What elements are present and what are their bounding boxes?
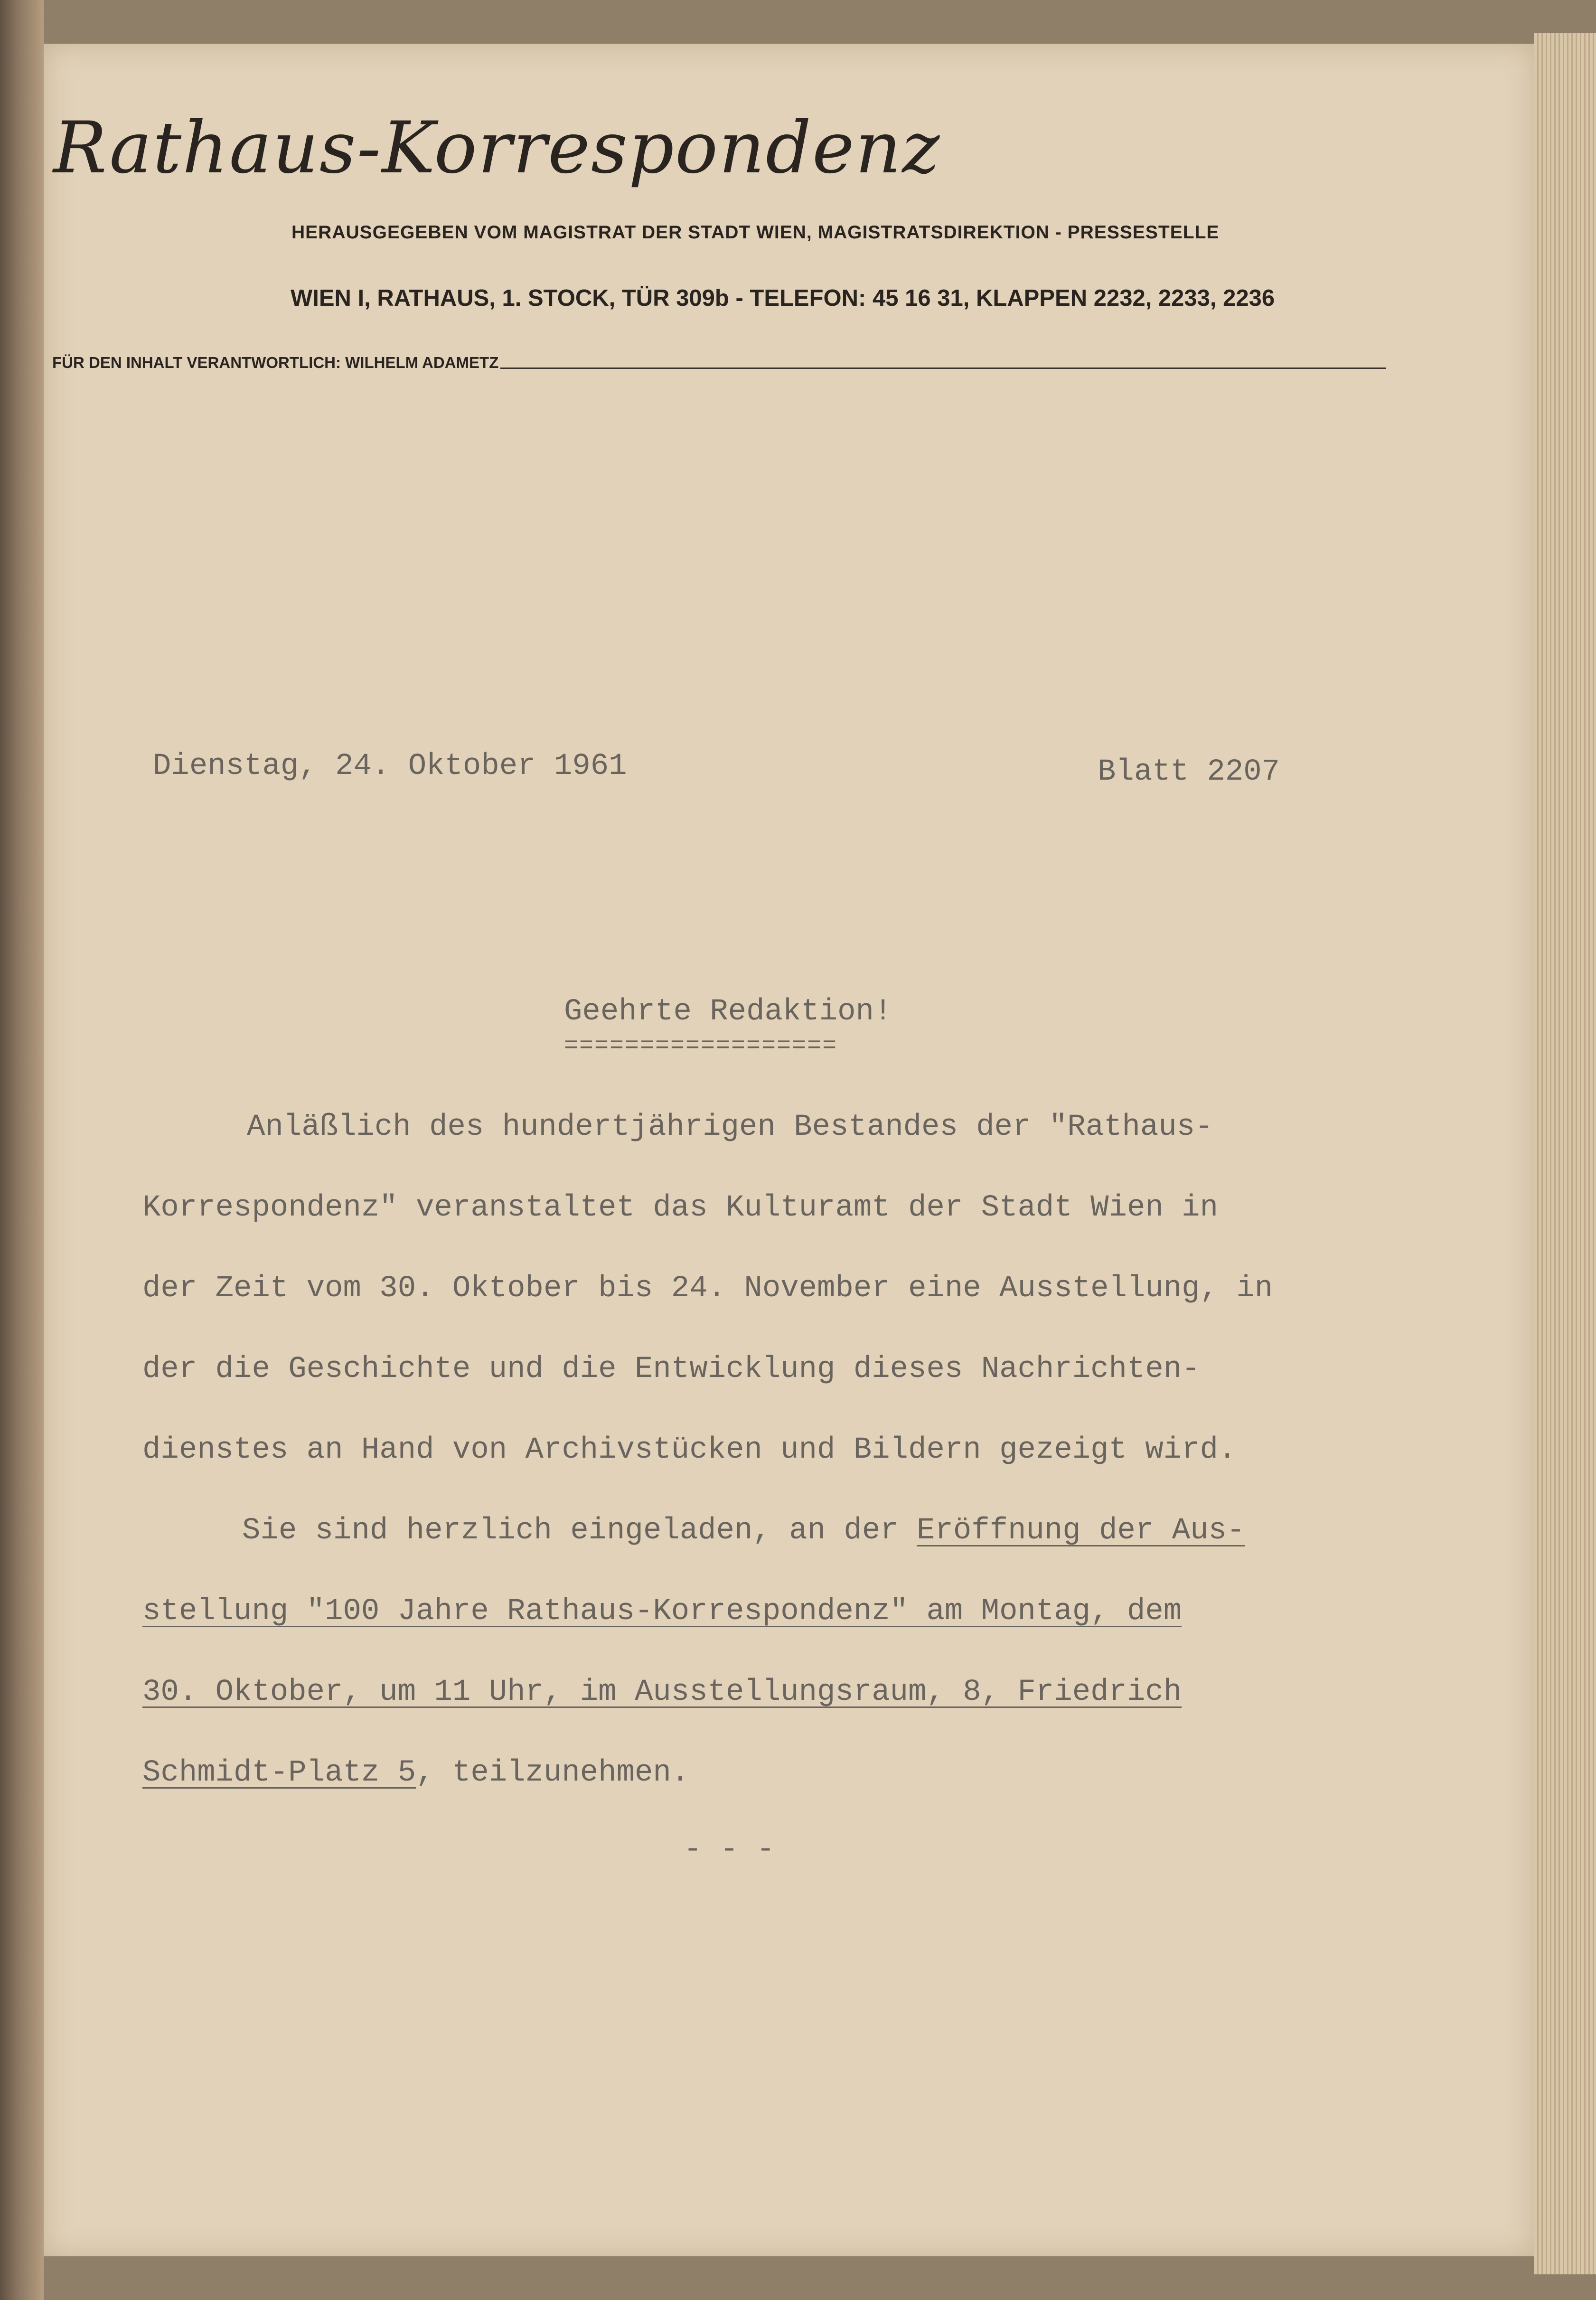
responsible-row: [52, 354, 1386, 372]
book-binding-edge: [0, 0, 44, 2300]
sheet-number: Blatt 2207: [1098, 755, 1280, 789]
masthead-title: Rathaus-Korrespondenz: [53, 107, 941, 189]
date-line: Dienstag, 24. Oktober 1961: [153, 749, 627, 783]
body-line: Korrespondenz" veranstaltet das Kulturamt der Stadt Wien in: [142, 1191, 1218, 1225]
body-line: Anläßlich des hundertjährigen Bestandes der "Rathaus-: [247, 1110, 1213, 1144]
body-line: dienstes an Hand von Archivstücken und Bildern gezeigt wird.: [142, 1433, 1237, 1467]
invitation-event-underlined: 30. Oktober, um 11 Uhr, im Ausstellungsraum, 8, Friedrich: [142, 1675, 1182, 1709]
responsible-editor: FÜR DEN INHALT VERANTWORTLICH: WILHELM ADAMETZ: [52, 354, 499, 371]
invitation-line: [142, 1756, 689, 1790]
salutation-underline: ==================: [564, 1033, 838, 1060]
invitation-line: [142, 1675, 1182, 1709]
body-line: der Zeit vom 30. Oktober bis 24. November eine Ausstellung, in: [142, 1272, 1273, 1306]
invitation-line: [242, 1514, 1245, 1548]
invitation-event-underlined: stellung "100 Jahre Rathaus-Korrespondenz" am Montag, dem: [142, 1594, 1182, 1629]
salutation: Geehrte Redaktion!: [564, 995, 892, 1029]
document-page: [44, 44, 1534, 2256]
publisher-line: HERAUSGEGEBEN VOM MAGISTRAT DER STADT WIEN, MAGISTRATSDIREKTION - PRESSESTELLE: [291, 222, 1220, 243]
masthead-rule: [500, 368, 1386, 369]
invitation-event-underlined: Eröffnung der Aus-: [917, 1514, 1245, 1548]
invitation-text: Sie sind herzlich eingeladen, an der: [242, 1514, 917, 1548]
address-line: WIEN I, RATHAUS, 1. STOCK, TÜR 309b - TELEFON: 45 16 31, KLAPPEN 2232, 2233, 2236: [291, 285, 1275, 311]
closing-dashes: - - -: [684, 1833, 775, 1867]
invitation-venue-underlined: Schmidt-Platz 5: [142, 1756, 416, 1790]
invitation-line: [142, 1594, 1182, 1629]
page-stack-edge: [1534, 33, 1596, 2274]
invitation-text: , teilzunehmen.: [416, 1756, 690, 1790]
body-line: der die Geschichte und die Entwicklung dieses Nachrichten-: [142, 1352, 1200, 1386]
